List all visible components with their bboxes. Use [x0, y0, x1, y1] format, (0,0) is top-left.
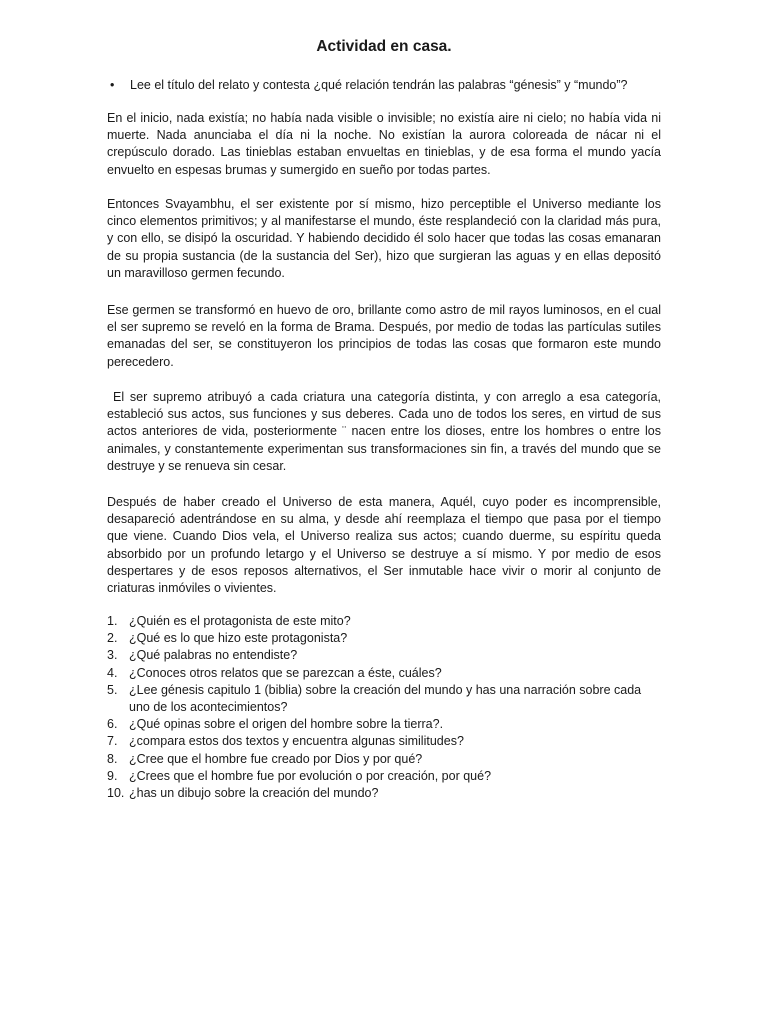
question-item	[107, 665, 661, 682]
paragraph-2: Entonces Svayambhu, el ser existente por sí mismo, hizo perceptible el Universo mediante los cinco elementos primitivos; y al manifestarse el mundo, éste resplandeció con la claridad más pura, y con ello, se disipó la oscuridad. Y habiendo decidido él solo hacer que todas las cosas emanaran de su propia sustancia (de la sustancia del Ser), hizo que surgieran las aguas y en ellas depositó un maravilloso germen fecundo.	[107, 197, 661, 280]
question-number: 6.	[107, 717, 118, 732]
bullet-symbol: •	[110, 78, 115, 92]
question-text: ¿Qué palabras no entendiste?	[129, 648, 298, 663]
question-text: ¿Lee génesis capitulo 1 (biblia) sobre la creación del mundo y has una narración sobre cada uno de los acontecimientos?	[129, 682, 642, 715]
paragraph-1: En el inicio, nada existía; no había nada visible o invisible; no existía aire ni cielo; no había vida ni muerte. Nada anunciaba el día ni la noche. No existían la aurora coloreada de nácar ni el crepúsculo dorado. Las tinieblas estaban envueltas en tinieblas, y de esa forma el mundo yacía envuelto en espesas brumas y sumergido en sueño por todas partes.	[107, 111, 661, 177]
question-number: 8.	[107, 751, 118, 766]
question-number: 9.	[107, 768, 118, 783]
paragraph-3: Ese germen se transformó en huevo de oro, brillante como astro de mil rayos luminosos, en el cual el ser supremo se reveló en la forma de Brama. Después, por medio de todas las partículas sutiles emanadas del ser, se constituyeron los principios de todas las cosas que formaron este mundo perecedero.	[107, 303, 661, 369]
question-item	[107, 733, 661, 750]
question-item	[107, 682, 661, 716]
question-text: ¿Cree que el hombre fue creado por Dios y por qué?	[129, 751, 423, 766]
question-text: ¿has un dibujo sobre la creación del mundo?	[129, 786, 379, 801]
question-text: ¿Qué es lo que hizo este protagonista?	[129, 631, 348, 646]
question-item	[107, 785, 661, 802]
question-text: ¿compara estos dos textos y encuentra algunas similitudes?	[129, 734, 464, 749]
question-item	[107, 647, 661, 664]
question-number: 7.	[107, 734, 118, 749]
instruction-text: Lee el título del relato y contesta ¿qué relación tendrán las palabras “génesis” y “mundo”?	[130, 78, 628, 92]
question-text: ¿Conoces otros relatos que se parezcan a éste, cuáles?	[129, 665, 442, 680]
question-number: 1.	[107, 614, 118, 628]
question-item	[107, 768, 661, 785]
question-number: 4.	[107, 665, 118, 680]
question-text: ¿Quién es el protagonista de este mito?	[129, 614, 351, 628]
question-item	[107, 716, 661, 733]
question-text: ¿Qué opinas sobre el origen del hombre sobre la tierra?.	[129, 717, 444, 732]
question-number: 10.	[107, 786, 125, 801]
question-item	[107, 630, 661, 647]
question-item	[107, 751, 661, 768]
paragraph-5: Después de haber creado el Universo de esta manera, Aquél, cuyo poder es incomprensible, desapareció adentrándose en su alma, y desde ahí reemplaza el tiempo que pasa por el tiempo que viene. Cuando Dios vela, el Universo realiza sus actos; cuando duerme, su espíritu queda absorbido por un profundo letargo y el Universo se destruye a sí mismo. Y por medio de esos despertares y de esos reposos alternativos, el Ser inmutable hace vivir o morir al conjunto de criaturas inmóviles o vivientes.	[107, 495, 661, 596]
question-item	[107, 613, 661, 630]
question-number: 3.	[107, 648, 118, 663]
question-text: ¿Crees que el hombre fue por evolución o por creación, por qué?	[129, 768, 492, 783]
questions-list	[107, 613, 661, 802]
question-number: 2.	[107, 631, 118, 646]
document-title: Actividad en casa.	[316, 38, 452, 55]
paragraph-4: El ser supremo atribuyó a cada criatura una categoría distinta, y con arreglo a esa categoría, estableció sus actos, sus funciones y sus deberes. Cada uno de todos los seres, en virtud de sus actos anteriores de vida, posteriormente ¨ nacen entre los dioses, entre los hombres o entre los animales, y constantemente experimentan sus transformaciones sin fin, a través del mundo que se destruye y se renueva sin cesar.	[107, 390, 661, 473]
question-number: 5.	[107, 682, 118, 697]
